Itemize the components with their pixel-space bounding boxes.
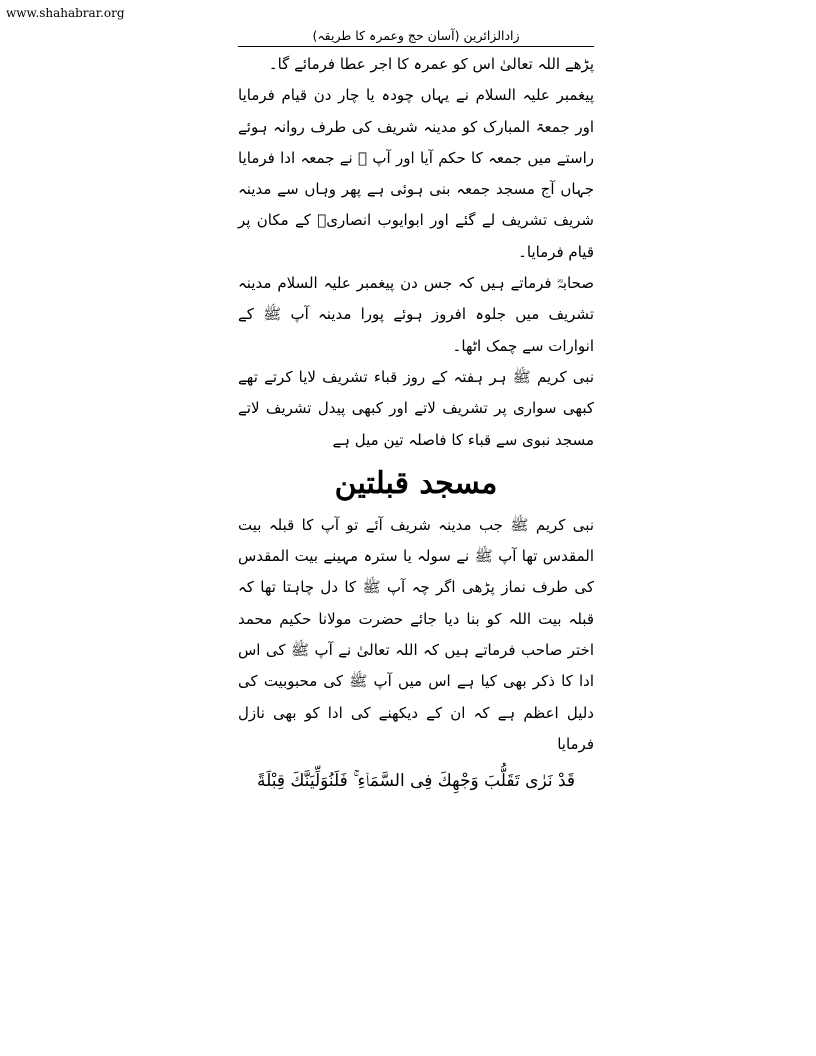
book-page [238, 28, 594, 796]
section-heading: مسجد قبلتین [334, 465, 498, 501]
section-paragraph: نبی کریم ﷺ جب مدینہ شریف آئے تو آپ کا قبلہ بیت المقدس تھا آپ ﷺ نے سولہ یا سترہ مہینے بیت المقدس کی طرف نماز پڑھی اگر چہ آپ ﷺ کا دل چاہتا تھا کہ قبلہ بیت اللہ کو بنا دیا جائے حضرت مولانا حکیم محمد اختر صاحب فرماتے ہیں کہ اللہ تعالیٰ نے آپ ﷺ کی اس ادا کا ذکر بھی کیا ہے اس میں آپ ﷺ کی محبوبیت کی دلیل اعظم ہے کہ ان کے دیکھنے کی ادا کو بھی نازل فرمایا [238, 515, 594, 753]
paragraph-1: پڑھے اللہ تعالیٰ اس کو عمرہ کا اجر عطا فرمائے گا۔ [268, 55, 594, 73]
paragraph-2: پیغمبر علیہ السلام نے یہاں چودہ یا چار دن قیام فرمایا اور جمعۃ المبارک کو مدینہ شریف کی طرف روانہ ہوئے راستے میں جمعہ کا حکم آیا اور آپ ﷺ نے جمعہ ادا فرمایا جہاں آج مسجد جمعہ بنی ہوئی ہے پھر وہاں سے مدینہ شریف تشریف لے گئے اور ابوایوب انصاریؓ کے مکان پر قیام فرمایا۔ [238, 86, 594, 261]
quran-verse: قَدْ نَرٰى تَقَلُّبَ وَجْهِكَ فِى السَّمَاۤءِ ۚ فَلَنُوَلِّيَنَّكَ قِبْلَةً [256, 771, 576, 792]
paragraph-3: صحابہؓ فرماتے ہیں کہ جس دن پیغمبر علیہ السلام مدینہ تشریف میں جلوہ افروز ہوئے پورا مدینہ آپ ﷺ کے انوارات سے چمک اٹھا۔ [238, 274, 594, 355]
site-url: www.shahabrar.org [6, 6, 125, 20]
paragraph-4: نبی کریم ﷺ ہر ہفتہ کے روز قباء تشریف لایا کرتے تھے کبھی سواری پر تشریف لاتے اور کبھی پیدل تشریف لاتے مسجد نبوی سے قباء کا فاصلہ تین میل ہے [238, 367, 594, 449]
running-header: زادالزائرین (آسان حج وعمرہ کا طریقہ) [238, 28, 594, 47]
